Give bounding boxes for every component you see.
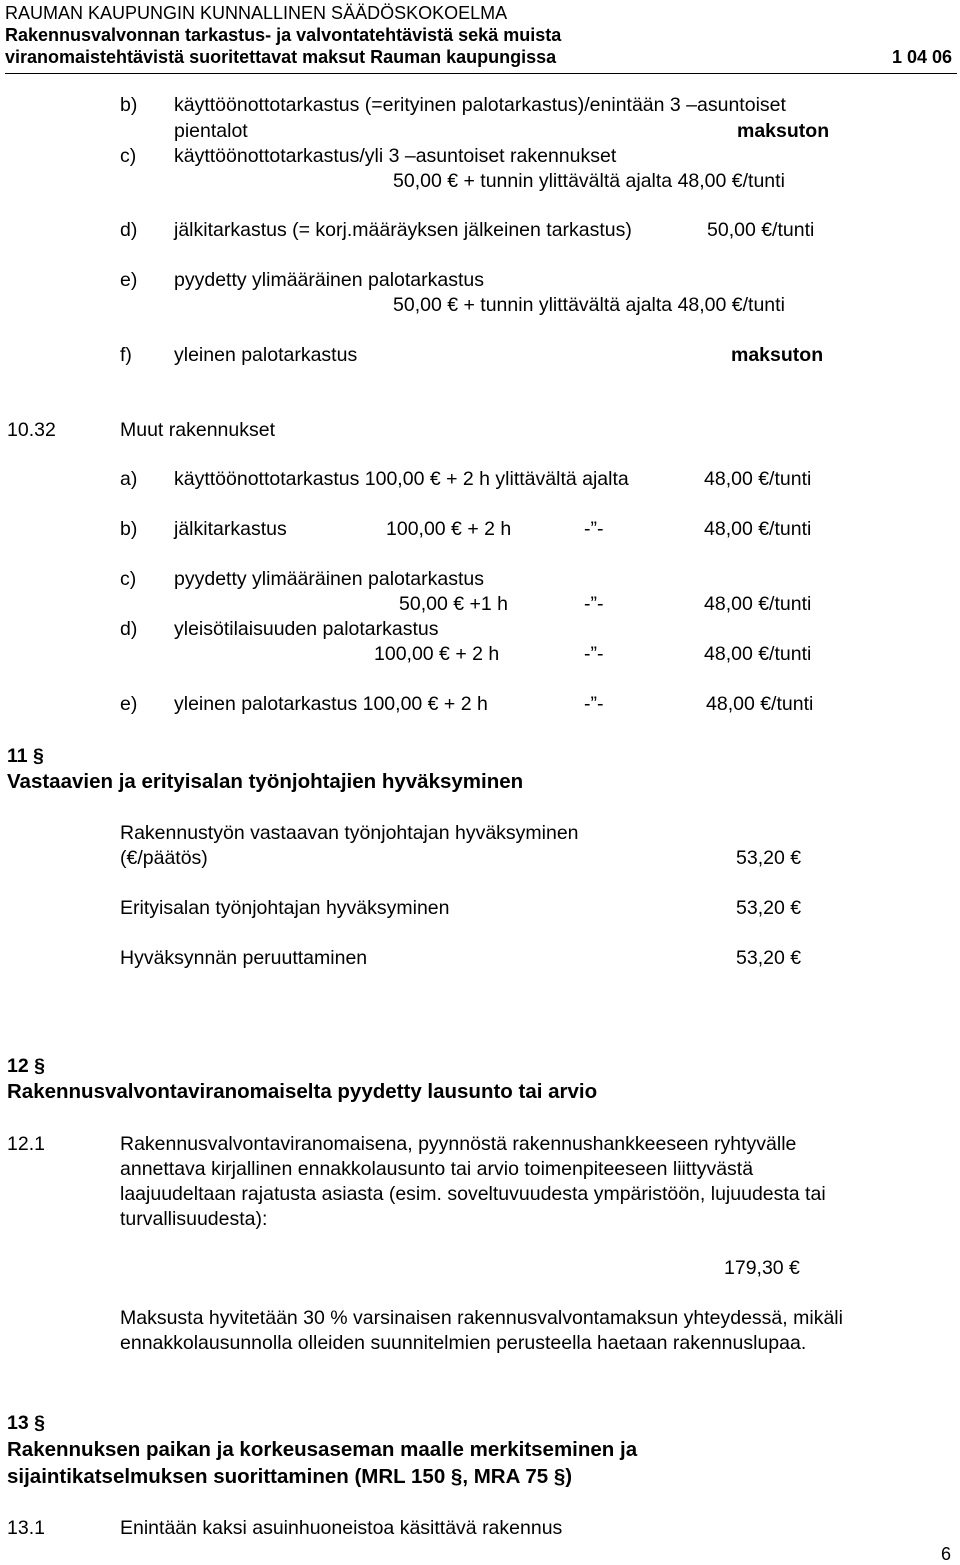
item-text: yleisötilaisuuden palotarkastus	[174, 618, 439, 640]
header-code: 1 04 06	[891, 47, 952, 67]
item-letter: b)	[120, 94, 138, 116]
item-text: pyydetty ylimääräinen palotarkastus	[174, 269, 484, 291]
item-letter: e)	[120, 693, 138, 715]
item-rate: 48,00 €/tunti	[706, 693, 814, 715]
item-text: jälkitarkastus	[174, 518, 287, 540]
item-price: maksuton	[737, 120, 830, 142]
subsection-number: 13.1	[7, 1517, 45, 1539]
item-letter: c)	[120, 568, 137, 590]
item-rate: 48,00 €/tunti	[704, 468, 812, 490]
item-base: 50,00 € +1 h	[399, 593, 508, 615]
item-text: yleinen palotarkastus 100,00 € + 2 h	[174, 693, 488, 715]
section-title: Rakennuksen paikan ja korkeusaseman maalle merkitseminen ja	[7, 1438, 638, 1461]
item-letter: e)	[120, 269, 138, 291]
item-ditto: -”-	[584, 643, 604, 665]
section-number: 13 §	[7, 1412, 45, 1434]
item-text: Erityisalan työnjohtajan hyväksyminen	[120, 897, 450, 919]
item-text: käyttöönottotarkastus 100,00 € + 2 h ylittävältä ajalta	[174, 468, 629, 490]
item-price: 179,30 €	[724, 1257, 800, 1279]
paragraph-line: Enintään kaksi asuinhuoneistoa käsittävä rakennus	[120, 1517, 563, 1539]
section-number: 12 §	[7, 1055, 45, 1077]
paragraph-line: Maksusta hyvitetään 30 % varsinaisen rakennusvalvontamaksun yhteydessä, mikäli	[120, 1307, 843, 1329]
header-subtitle-2: viranomaistehtävistä suoritettavat maksut Rauman kaupungissa	[5, 47, 557, 67]
item-text: pyydetty ylimääräinen palotarkastus	[174, 568, 484, 590]
item-text: käyttöönottotarkastus/yli 3 –asuntoiset rakennukset	[174, 145, 617, 167]
section-title: sijaintikatselmuksen suorittaminen (MRL 150 §, MRA 75 §)	[7, 1465, 573, 1488]
paragraph-line: laajuudeltaan rajatusta asiasta (esim. soveltuvuudesta ympäristöön, lujuudesta tai	[120, 1183, 826, 1205]
page-number: 6	[940, 1544, 951, 1564]
item-ditto: -”-	[584, 593, 604, 615]
paragraph-line: annettava kirjallinen ennakkolausunto tai arvio toimenpiteeseen liittyvästä	[120, 1158, 754, 1180]
item-text: (€/päätös)	[120, 847, 208, 869]
item-text: Hyväksynnän peruuttaminen	[120, 947, 368, 969]
item-letter: c)	[120, 145, 137, 167]
item-letter: b)	[120, 518, 138, 540]
item-letter: f)	[120, 344, 132, 366]
item-price: 50,00 € + tunnin ylittävältä ajalta 48,00 €/tunti	[393, 170, 785, 192]
item-rate: 48,00 €/tunti	[704, 643, 812, 665]
item-price: 50,00 €/tunti	[707, 219, 815, 241]
item-text: Rakennustyön vastaavan työnjohtajan hyväksyminen	[120, 822, 579, 844]
item-letter: d)	[120, 618, 138, 640]
paragraph-line: Rakennusvalvontaviranomaisena, pyynnöstä rakennushankkeeseen ryhtyvälle	[120, 1133, 797, 1155]
item-base: 100,00 € + 2 h	[386, 518, 512, 540]
item-rate: 48,00 €/tunti	[704, 518, 812, 540]
section-number: 10.32	[7, 419, 56, 441]
paragraph-line: turvallisuudesta):	[120, 1208, 268, 1230]
subsection-number: 12.1	[7, 1133, 45, 1155]
item-text: jälkitarkastus (= korj.määräyksen jälkeinen tarkastus)	[174, 219, 632, 241]
item-price: 50,00 € + tunnin ylittävältä ajalta 48,00 €/tunti	[393, 294, 785, 316]
item-ditto: -”-	[584, 693, 604, 715]
item-letter: a)	[120, 468, 138, 490]
item-text: käyttöönottotarkastus (=erityinen palotarkastus)/enintään 3 –asuntoiset	[174, 94, 786, 116]
item-text: pientalot	[174, 120, 248, 142]
section-title: Rakennusvalvontaviranomaiselta pyydetty lausunto tai arvio	[7, 1080, 598, 1103]
section-title: Vastaavien ja erityisalan työnjohtajien hyväksyminen	[7, 770, 524, 793]
item-text: yleinen palotarkastus	[174, 344, 358, 366]
header-subtitle: Rakennusvalvonnan tarkastus- ja valvontatehtävistä sekä muista	[5, 25, 562, 45]
header-rule	[5, 73, 957, 74]
section-title: Muut rakennukset	[120, 419, 276, 441]
header-title: RAUMAN KAUPUNGIN KUNNALLINEN SÄÄDÖSKOKOELMA	[5, 3, 508, 23]
paragraph-line: ennakkolausunnolla olleiden suunnitelmien perusteella haetaan rakennuslupaa.	[120, 1332, 807, 1354]
item-price: 53,20 €	[736, 947, 802, 969]
item-price: 53,20 €	[736, 897, 802, 919]
item-ditto: -”-	[584, 518, 604, 540]
item-price: maksuton	[731, 344, 824, 366]
item-rate: 48,00 €/tunti	[704, 593, 812, 615]
section-number: 11 §	[7, 745, 44, 767]
item-base: 100,00 € + 2 h	[374, 643, 500, 665]
item-letter: d)	[120, 219, 138, 241]
item-price: 53,20 €	[736, 847, 802, 869]
